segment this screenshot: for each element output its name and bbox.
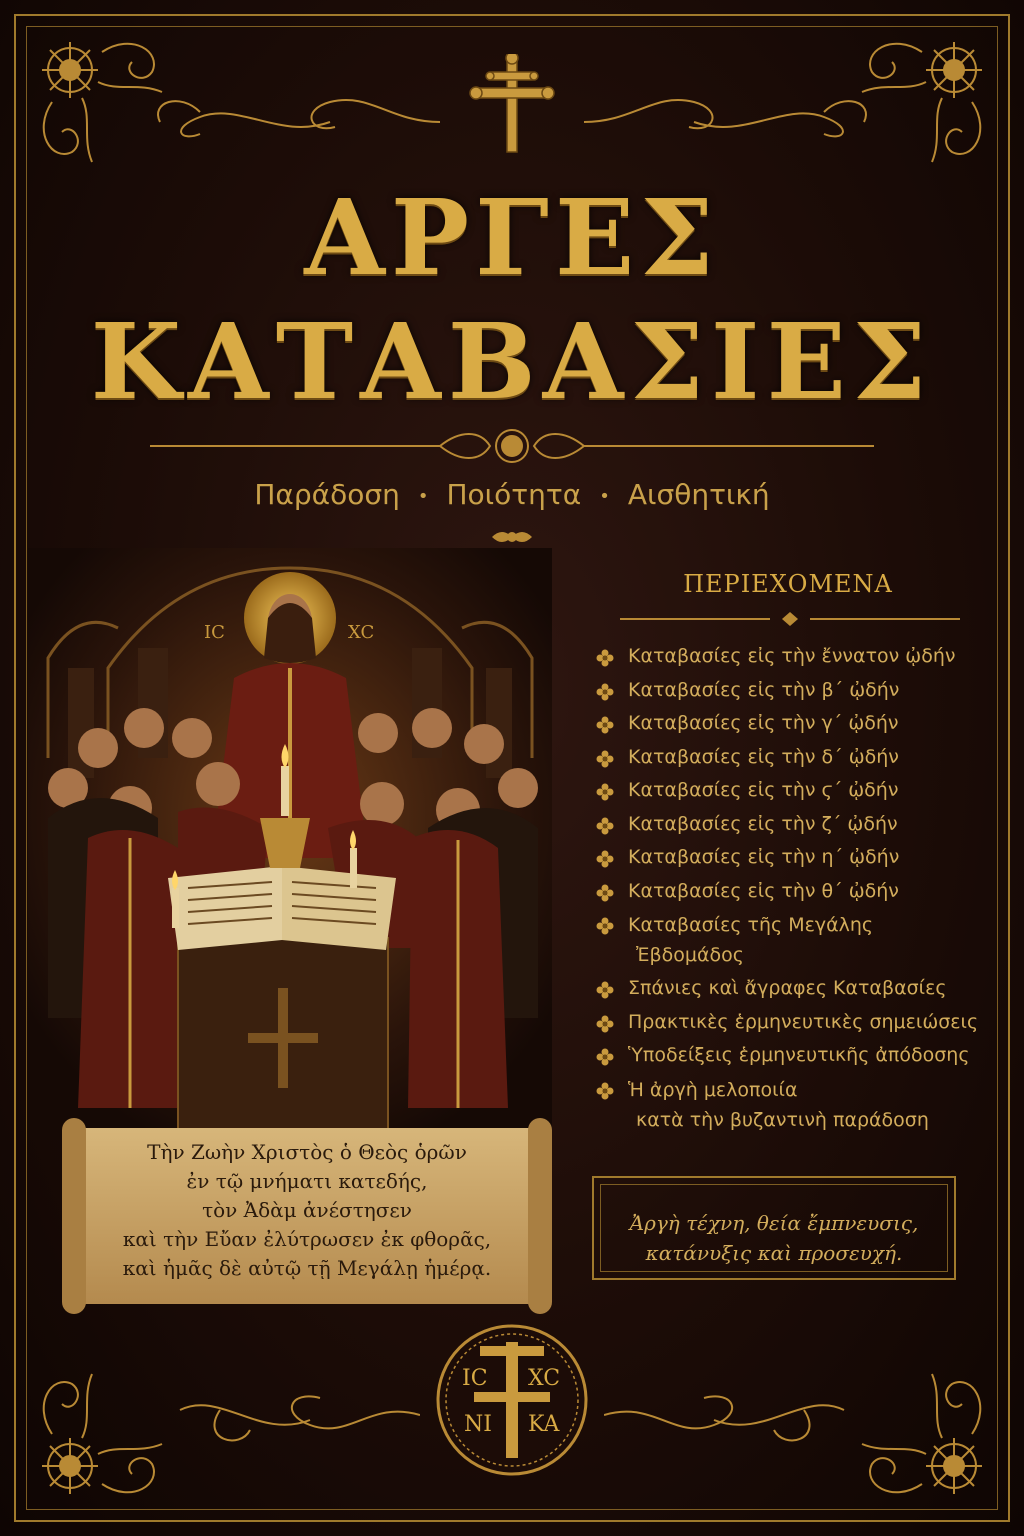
toc-item-text: Καταβασίες εἰς τὴν γ΄ ᾠδήν	[628, 712, 899, 734]
toc-item	[596, 640, 996, 674]
scrollwork-ornament-icon	[160, 1380, 420, 1450]
scroll-line: ἐν τῷ μνήματι κατεδής,	[186, 1169, 428, 1193]
toc-item-text: Ὑποδείξεις ἑρμηνευτικῆς ἀπόδοσης	[628, 1044, 970, 1066]
title-line-2: ΚΑΤΑΒΑΣΙΕΣ	[90, 300, 934, 423]
quote-text	[592, 1208, 956, 1268]
tagline-item: Αισθητική	[627, 478, 770, 511]
tagline-separator: •	[599, 485, 610, 507]
toc-item-text: Καταβασίες εἰς τὴν ζ΄ ᾠδήν	[628, 812, 898, 835]
quatrefoil-bullet-icon	[596, 884, 614, 902]
toc-list	[596, 640, 996, 1137]
icxc-nika-seal-icon	[434, 1322, 590, 1478]
toc-item	[596, 972, 996, 1006]
toc-item	[596, 908, 996, 972]
quatrefoil-bullet-icon	[596, 649, 614, 667]
toc-item	[596, 1039, 996, 1073]
quatrefoil-bullet-icon	[596, 917, 614, 935]
toc-item-text: Καταβασίες εἰς τὴν η΄ ᾠδήν	[628, 846, 900, 868]
quote-line: Ἀργὴ τέχνη, θεία ἔμπνευσις,	[629, 1211, 919, 1235]
toc-item	[596, 707, 996, 741]
toc-item	[596, 875, 996, 909]
orthodox-cross-icon	[462, 54, 562, 154]
toc-title: ΠΕΡΙΕΧΟΜΕΝΑ	[683, 570, 893, 598]
toc-item	[596, 1006, 996, 1040]
seal-text-xc: XC	[528, 1366, 561, 1391]
seal-text-ka: KA	[528, 1412, 560, 1437]
title-line-1: ΑΡΓΕΣ	[304, 176, 720, 299]
quatrefoil-bullet-icon	[596, 850, 614, 868]
scroll-hymn-text	[82, 1138, 532, 1283]
toc-item-text: Σπάνιες καὶ ἄγραφες Καταβασίες	[628, 977, 947, 999]
tagline-item: Ποιότητα	[446, 478, 582, 511]
toc-item-text: Καταβασίες εἰς τὴν θ΄ ᾠδήν	[628, 879, 899, 902]
toc-item-text: Ἐβδομάδος	[636, 944, 744, 966]
scrollwork-ornament-icon	[604, 1380, 864, 1450]
toc-item	[596, 1073, 996, 1137]
toc-item-text: Καταβασίες εἰς τὴν ϛ΄ ᾠδήν	[628, 779, 899, 801]
quatrefoil-bullet-icon	[596, 1015, 614, 1033]
quote-line: κατάνυξις καὶ προσευχή.	[645, 1241, 903, 1265]
title-divider-ornament-icon	[150, 426, 874, 466]
toc-item	[596, 841, 996, 875]
seal-text-ni: NI	[464, 1412, 492, 1437]
scroll-line: καὶ τὴν Εὔαν ἐλύτρωσεν ἐκ φθορᾶς,	[122, 1227, 492, 1251]
toc-item-text: Καταβασίες εἰς τὴν ἔννατον ᾠδήν	[628, 645, 956, 667]
toc-item-text: Πρακτικὲς ἑρμηνευτικὲς σημειώσεις	[628, 1010, 979, 1033]
scroll-line: Τὴν Ζωὴν Χριστὸς ὁ Θεὸς ὁρῶν	[147, 1140, 467, 1164]
quatrefoil-bullet-icon	[596, 683, 614, 701]
halo-text-right: XC	[348, 622, 375, 643]
toc-item-text: Καταβασίες τῆς Μεγάλης	[628, 914, 874, 936]
toc-item-text: κατὰ τὴν βυζαντινὴ παράδοση	[636, 1108, 929, 1131]
quatrefoil-bullet-icon	[596, 981, 614, 999]
quatrefoil-bullet-icon	[596, 1082, 614, 1100]
toc-item	[596, 774, 996, 808]
toc-item	[596, 674, 996, 708]
tagline	[0, 478, 1024, 511]
scroll-line: καὶ ἡμᾶς δὲ αὐτῷ τῇ Μεγάλῃ ἡμέρᾳ.	[122, 1256, 492, 1280]
quatrefoil-bullet-icon	[596, 716, 614, 734]
scroll-line: τὸν Ἀδὰμ ἀνέστησεν	[202, 1198, 412, 1222]
corner-ornament-icon	[22, 1364, 172, 1514]
quatrefoil-bullet-icon	[596, 1048, 614, 1066]
scrollwork-ornament-icon	[140, 82, 440, 142]
halo-text-left: IC	[204, 622, 225, 643]
toc-item	[596, 808, 996, 842]
quatrefoil-bullet-icon	[596, 750, 614, 768]
toc-item-text: Ἡ ἀργὴ μελοποιία	[628, 1078, 798, 1101]
toc-rule-ornament-icon	[620, 612, 960, 626]
tagline-item: Παράδοση	[254, 478, 400, 511]
corner-ornament-icon	[852, 1364, 1002, 1514]
seal-text-ic: IC	[462, 1366, 488, 1391]
quatrefoil-bullet-icon	[596, 783, 614, 801]
toc-item	[596, 741, 996, 775]
scrollwork-ornament-icon	[584, 82, 884, 142]
toc-item-text: Καταβασίες εἰς τὴν β΄ ᾠδήν	[628, 678, 900, 701]
quatrefoil-bullet-icon	[596, 817, 614, 835]
icon-painting-image	[28, 548, 552, 1140]
tagline-separator: •	[417, 485, 429, 507]
toc-item-text: Καταβασίες εἰς τὴν δ΄ ᾠδήν	[628, 745, 899, 768]
